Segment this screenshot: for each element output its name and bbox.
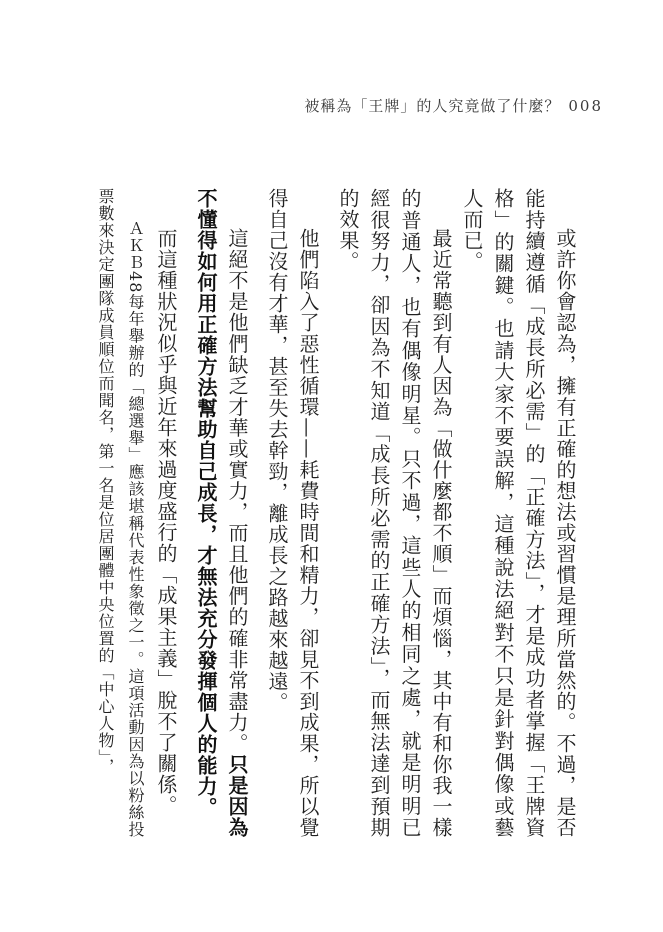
paragraph-4-emphasis: 只是因為不懂得如何用正確方法幫助自己成長，才無法充分發揮個人的能力。 [194, 188, 249, 839]
paragraph-5: 而這種狀況似乎與近年來過度盛行的「成果主義」脫不了關係。 [154, 228, 178, 816]
paragraph-6: ＡＫＢ48每年舉辦的「總選舉」應該堪稱代表性象徵之一。這項活動因為以粉絲投票數來決定團隊成員順位而聞名，第一名是位居團體中央位置的「中心人物」， [96, 188, 145, 838]
paragraph-4 [190, 188, 252, 838]
page-number: 008 [568, 97, 603, 115]
running-header [304, 95, 603, 116]
paragraph-2: 最近常聽到有人因為「做什麼都不順」而煩惱，其中有和你我一樣的普通人，也有偶像明星。只不過，這些人的相同之處，就是明明已經很努力，卻因為不知道「成長所必需的正確方法」，而無法達到預期的效果。 [336, 188, 453, 838]
paragraph-1: 或許你會認為，擁有正確的想法或習慣是理所當然的。不過，是否能持續遵循「成長所必需」的「正確方法」，才是成功者掌握「王牌資格」的關鍵。也請大家不要誤解，這種說法絕對不只是針對偶像或藝人而已。 [460, 188, 577, 838]
paragraph-3: 他們陷入了惡性循環——耗費時間和精力，卻見不到成果，所以覺得自己沒有才華，甚至失去幹勁，離成長之路越來越遠。 [265, 188, 320, 838]
chapter-title: 被稱為「王牌」的人究竟做了什麼？ [304, 97, 561, 115]
paragraph-4-text: 這絕不是他們缺乏才華或實力，而且他們的確非常盡力。 [225, 228, 249, 754]
body-text [96, 188, 580, 839]
